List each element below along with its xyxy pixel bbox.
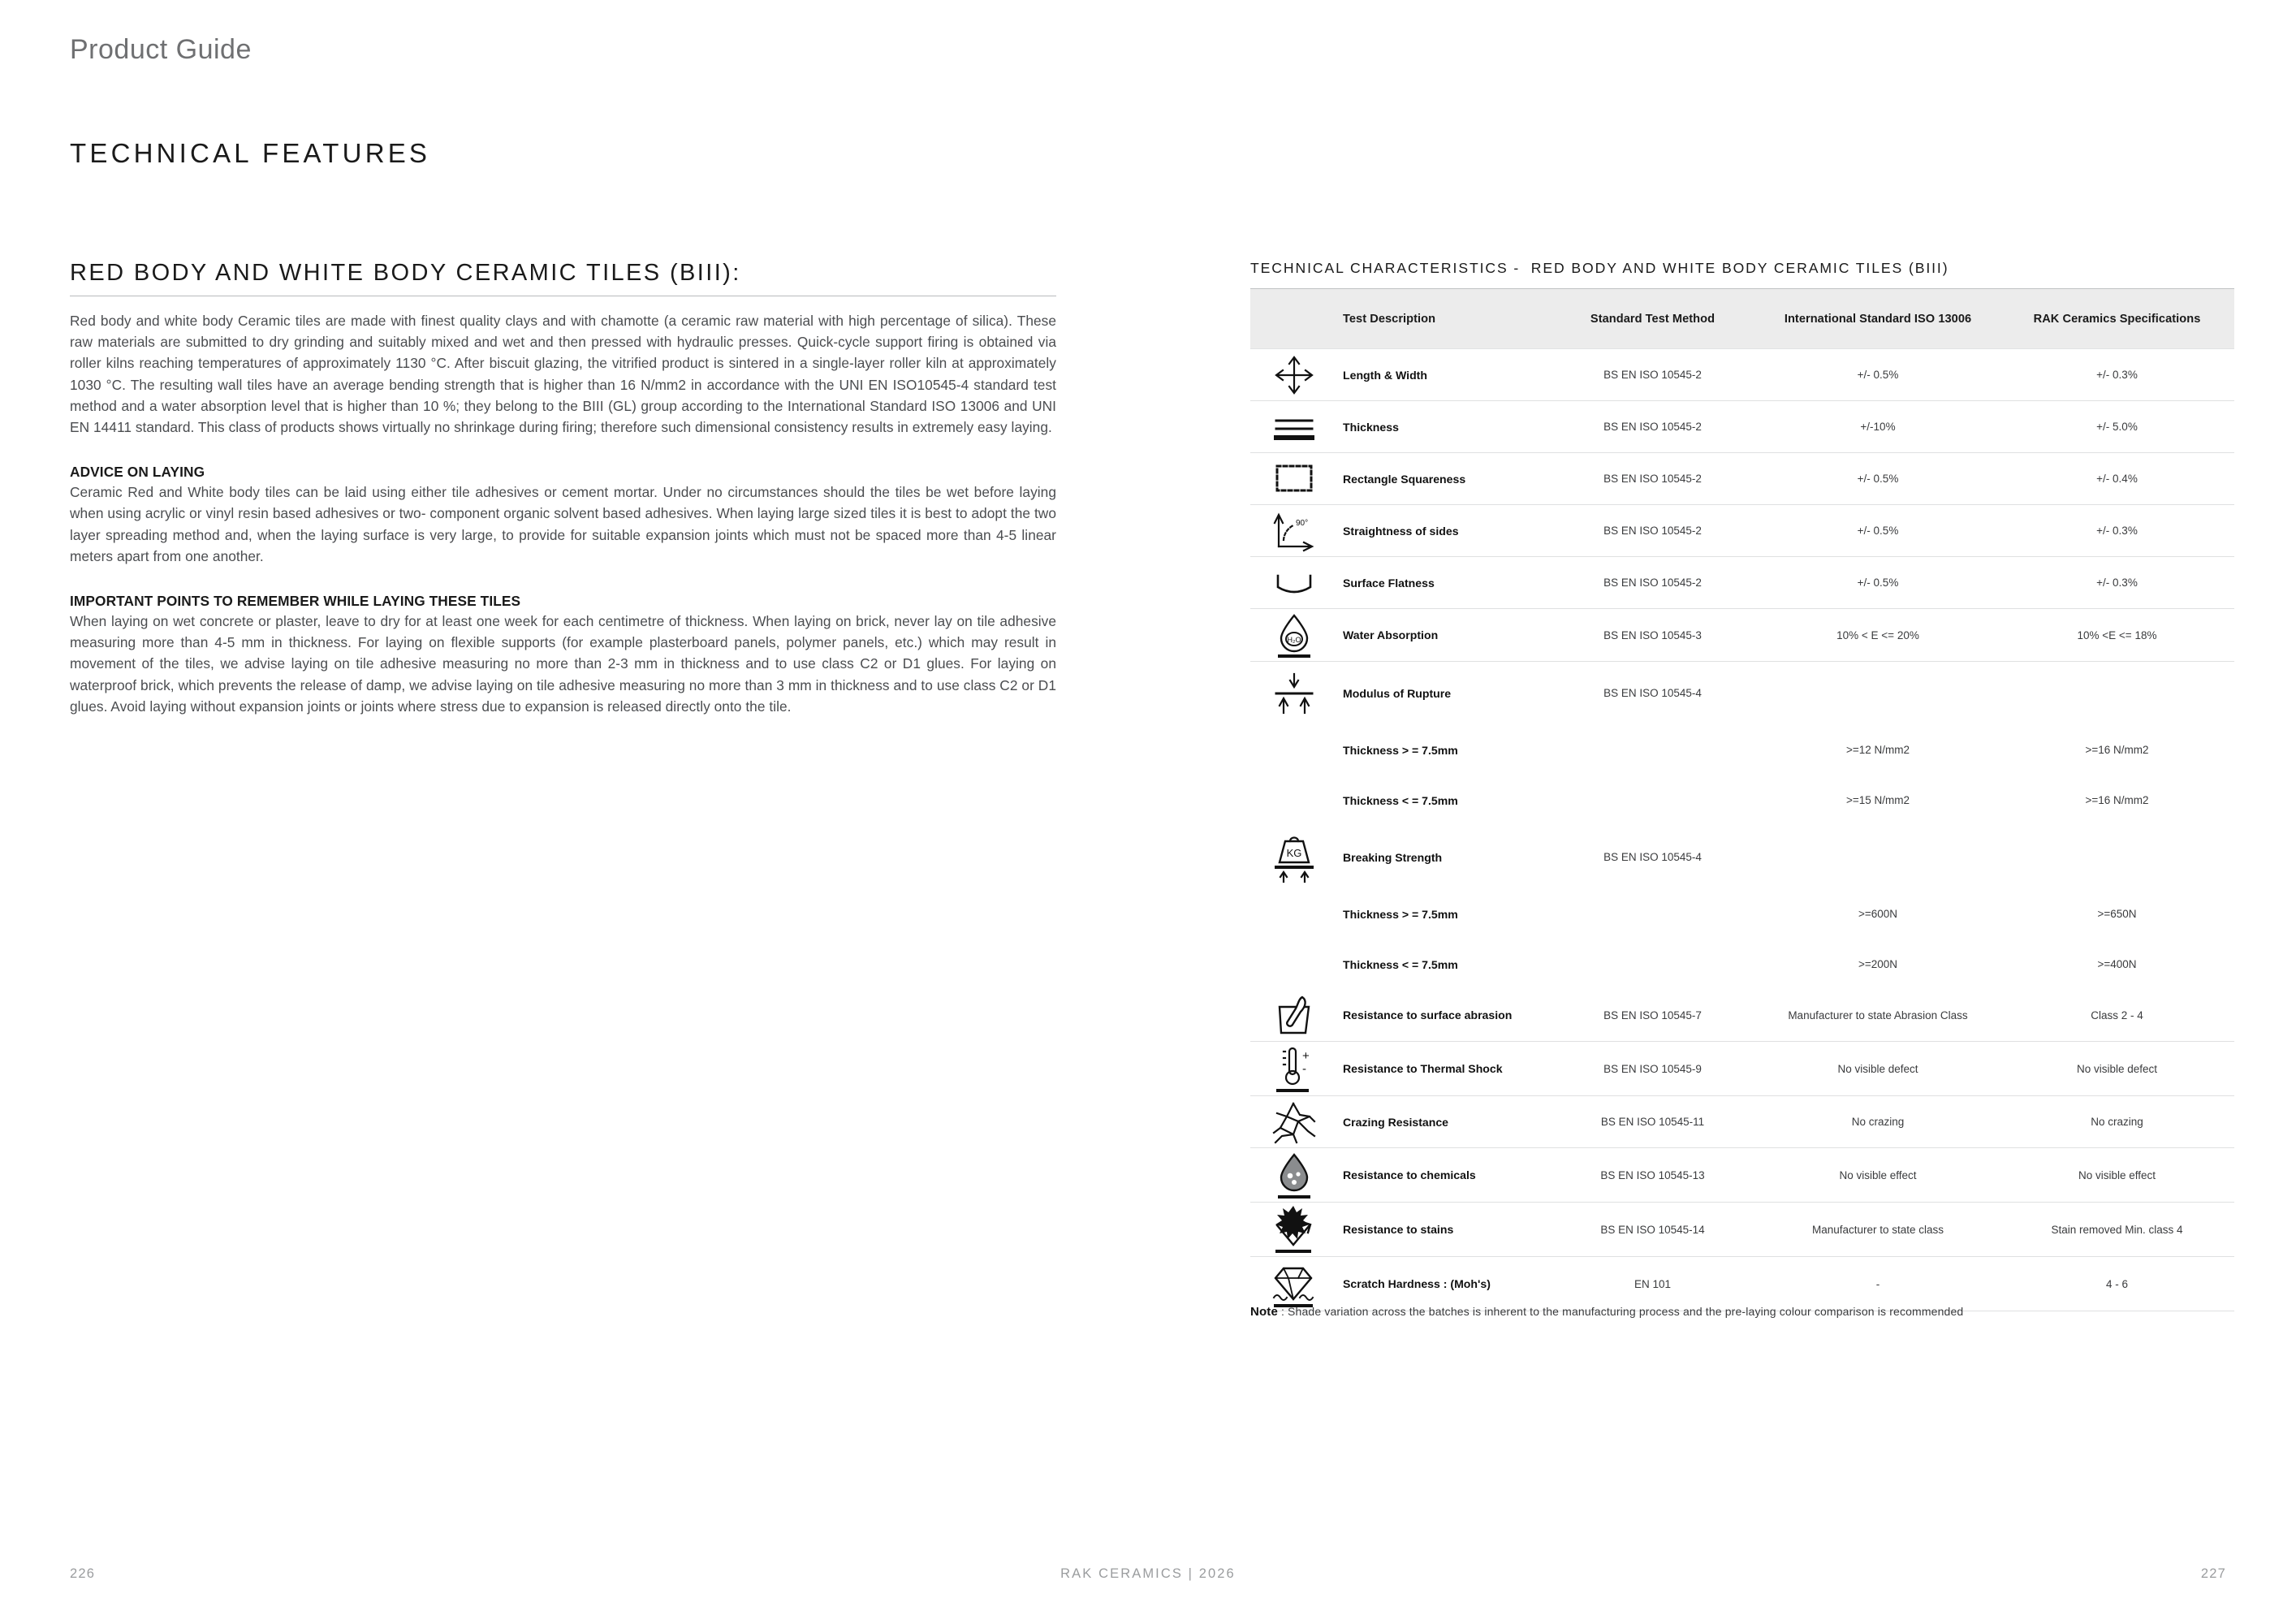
cell-international-standard: No visible defect xyxy=(1756,1042,2000,1096)
cell-international-standard: - xyxy=(1756,1257,2000,1311)
straightness-icon xyxy=(1250,505,1338,557)
cell-test-description: Thickness < = 7.5mm xyxy=(1343,957,1458,971)
svg-text:H₂O: H₂O xyxy=(1287,636,1301,644)
table-note xyxy=(1250,1305,1963,1319)
cell-test-description: Water Absorption xyxy=(1338,609,1549,662)
flatness-icon xyxy=(1250,557,1338,609)
crazing-icon xyxy=(1250,1096,1338,1148)
cell-international-standard: +/- 0.5% xyxy=(1756,557,2000,609)
cell-rak-specification: Class 2 - 4 xyxy=(2000,990,2234,1042)
cell-rak-specification: >=400N xyxy=(2097,958,2137,970)
folio-page-number-right: 227 xyxy=(2200,1566,2226,1581)
svg-text:+: + xyxy=(1302,1049,1310,1063)
cell-standard-test-method: BS EN ISO 10545-7 xyxy=(1549,990,1756,1042)
svg-text:90°: 90° xyxy=(1296,518,1309,528)
cell-international-standard: >=600N xyxy=(1858,908,1898,920)
note-label: Note xyxy=(1250,1305,1278,1319)
table-heading: TECHNICAL CHARACTERISTICS - RED BODY AND WHITE BODY CERAMIC TILES (BIII) xyxy=(1250,260,1949,276)
cell-test-description: Resistance to surface abrasion xyxy=(1338,990,1549,1042)
cell-international-standard: 10% < E <= 20% xyxy=(1756,609,2000,662)
cell-standard-test-method: BS EN ISO 10545-2 xyxy=(1549,557,1756,609)
cell-international-standard: No visible effect xyxy=(1756,1148,2000,1203)
table-row xyxy=(1250,557,2234,609)
cell-standard-test-method: BS EN ISO 10545-2 xyxy=(1549,349,1756,401)
table-body xyxy=(1250,349,2234,1311)
cell-international-standard: +/-10% xyxy=(1756,401,2000,453)
cell-standard-test-method: BS EN ISO 10545-4 xyxy=(1603,851,1702,863)
abrasion-icon xyxy=(1250,990,1338,1042)
cell-rak-specification: >=16 N/mm2 xyxy=(2085,744,2149,756)
cell-international-standard: +/- 0.5% xyxy=(1756,453,2000,505)
cell-test-description: Resistance to Thermal Shock xyxy=(1338,1042,1549,1096)
thickness-icon xyxy=(1250,401,1338,453)
advice-heading: ADVICE ON LAYING xyxy=(70,464,205,481)
table-row xyxy=(1250,662,2234,725)
advice-paragraph: Ceramic Red and White body tiles can be laid using either tile adhesives or cement mortar. Under no circumstances should the tiles be wet before laying when using acrylic or vinyl resin based adhesives or two- component organic solvent based adhesives. When laying large sized tiles it is best to adopt the two layer spreading method and, when the laying surface is very large, to provide for suitable expansion joints which must not be spaced more than 4-5 linear meters apart from one another. xyxy=(70,484,1056,564)
intro-paragraph: Red body and white body Ceramic tiles are made with finest quality clays and with chamotte (a ceramic raw material with high percentage of silica). These raw materials are submitted to dry grinding and suitably mixed and wet and then pressed with hydraulic presses. Quick-cycle support firing is obtained via roller kilns reaching temperatures of approximately 1130 °C. After biscuit glazing, the vitrified product is sintered in a single-layer roller kiln at approximately 1030 °C. The resulting wall tiles have an average bending strength that is higher than 16 N/mm2 in accordance with the UNI EN ISO10545-4 standard test method and a water absorption level that is higher than 10 %; they belong to the BIII (GL) group according to the International Standard ISO 13006 and UNI EN 14411 standard. This class of products shows virtually no shrinkage during firing; therefore such dimensional consistency results in extremely easy laying. xyxy=(70,313,1056,436)
thermometer-icon xyxy=(1250,1042,1338,1096)
block-title: RED BODY AND WHITE BODY CERAMIC TILES (BIII): xyxy=(70,260,741,286)
table-row xyxy=(1250,1203,2234,1257)
important-points-heading: IMPORTANT POINTS TO REMEMBER WHILE LAYING THESE TILES xyxy=(70,593,521,610)
col-standard-test-method: Standard Test Method xyxy=(1549,289,1756,349)
technical-characteristics-table xyxy=(1250,288,2234,1311)
table-row xyxy=(1250,1096,2234,1148)
cell-rak-specification: No visible defect xyxy=(2000,1042,2234,1096)
cell-standard-test-method: EN 101 xyxy=(1549,1257,1756,1311)
cell-standard-test-method: BS EN ISO 10545-13 xyxy=(1549,1148,1756,1203)
folio-page-number-left: 226 xyxy=(70,1566,96,1581)
page-title: TECHNICAL FEATURES xyxy=(70,138,431,168)
table-row xyxy=(1250,401,2234,453)
left-content-column xyxy=(70,260,1056,717)
cell-standard-test-method xyxy=(1549,889,1756,939)
cell-international-standard: +/- 0.5% xyxy=(1756,505,2000,557)
table-row xyxy=(1250,1042,2234,1096)
cell-test-description: Length & Width xyxy=(1338,349,1549,401)
cell-test-description: Scratch Hardness : (Moh's) xyxy=(1338,1257,1549,1311)
product-guide-kicker: Product Guide xyxy=(70,34,252,65)
cell-test-description: Modulus of Rupture xyxy=(1343,686,1452,700)
cell-international-standard: +/- 0.5% xyxy=(1756,349,2000,401)
cell-rak-specification: 4 - 6 xyxy=(2000,1257,2234,1311)
col-rak-specifications: RAK Ceramics Specifications xyxy=(2000,289,2234,349)
cell-rak-specification: No crazing xyxy=(2000,1096,2234,1148)
cell-standard-test-method: BS EN ISO 10545-2 xyxy=(1549,453,1756,505)
cell-international-standard: No crazing xyxy=(1756,1096,2000,1148)
cell-rak-specification: Stain removed Min. class 4 xyxy=(2000,1203,2234,1257)
row-icon-empty xyxy=(1250,939,1338,990)
row-icon-empty xyxy=(1250,889,1338,939)
cell-standard-test-method: BS EN ISO 10545-14 xyxy=(1549,1203,1756,1257)
squareness-icon xyxy=(1250,453,1338,505)
cell-test-description: Resistance to stains xyxy=(1338,1203,1549,1257)
cell-standard-test-method: BS EN ISO 10545-3 xyxy=(1549,609,1756,662)
cell-international-standard: Manufacturer to state class xyxy=(1756,1203,2000,1257)
footer-brand: RAK CERAMICS | 2026 xyxy=(1060,1566,1236,1581)
cell-test-description: Thickness > = 7.5mm xyxy=(1343,743,1458,757)
cell-standard-test-method xyxy=(1549,939,1756,990)
cell-rak-specification: No visible effect xyxy=(2000,1148,2234,1203)
table-row xyxy=(1250,1257,2234,1311)
water-drop-icon xyxy=(1250,609,1338,662)
cell-rak-specification: +/- 0.3% xyxy=(2000,557,2234,609)
cell-test-description: Thickness xyxy=(1338,401,1549,453)
chemical-drop-icon xyxy=(1250,1148,1338,1203)
cell-rak-specification: +/- 0.4% xyxy=(2000,453,2234,505)
cell-standard-test-method: BS EN ISO 10545-4 xyxy=(1603,687,1702,700)
cell-international-standard: Manufacturer to state Abrasion Class xyxy=(1756,990,2000,1042)
cell-international-standard: >=200N xyxy=(1858,958,1898,970)
cell-rak-specification: >=650N xyxy=(2097,908,2137,920)
table-row xyxy=(1250,725,2234,775)
table-row xyxy=(1250,505,2234,557)
row-icon-empty xyxy=(1250,725,1338,775)
cell-rak-specification: >=16 N/mm2 xyxy=(2085,794,2149,806)
cell-standard-test-method: BS EN ISO 10545-9 xyxy=(1549,1042,1756,1096)
table-header-row xyxy=(1250,289,2234,349)
col-test-description: Test Description xyxy=(1338,289,1549,349)
svg-text:KG: KG xyxy=(1286,846,1302,859)
row-icon-empty xyxy=(1250,775,1338,826)
cell-rak-specification: +/- 5.0% xyxy=(2000,401,2234,453)
table-row xyxy=(1250,889,2234,939)
cell-international-standard xyxy=(1756,826,2000,889)
cell-standard-test-method: BS EN ISO 10545-2 xyxy=(1549,401,1756,453)
table-row xyxy=(1250,349,2234,401)
table-row xyxy=(1250,990,2234,1042)
weight-kg-icon xyxy=(1250,826,1338,889)
length-width-icon xyxy=(1250,349,1338,401)
cell-rak-specification: +/- 0.3% xyxy=(2000,349,2234,401)
stain-icon xyxy=(1250,1203,1338,1257)
cell-test-description: Surface Flatness xyxy=(1338,557,1549,609)
cell-test-description: Thickness > = 7.5mm xyxy=(1343,907,1458,921)
col-international-standard: International Standard ISO 13006 xyxy=(1756,289,2000,349)
cell-test-description: Straightness of sides xyxy=(1338,505,1549,557)
cell-test-description: Rectangle Squareness xyxy=(1338,453,1549,505)
cell-international-standard: >=12 N/mm2 xyxy=(1845,744,1910,756)
table-row xyxy=(1250,775,2234,826)
table-header xyxy=(1250,289,2234,349)
rupture-icon xyxy=(1250,662,1338,725)
important-points-paragraph: When laying on wet concrete or plaster, leave to dry for at least one week for each centimetre of thickness. When laying on brick, never lay on tile adhesive measuring more than 4-5 mm in thickness. For laying on flexible supports (for example plasterboard panels, polymer panels, etc.) which may result in movement of the tiles, we advise laying on tile adhesive measuring no more than 2-3 mm in thickness and to use class C2 or D1 glues. For laying on waterproof brick, which prevents the release of damp, we advise laying on tile adhesive measuring no more than 3 mm in thickness and to use class C2 or D1 glues. Avoid laying without expansion joints or joints where stress due to expansion is released directly onto the tile. xyxy=(70,613,1056,715)
cell-rak-specification: +/- 0.3% xyxy=(2000,505,2234,557)
table-row xyxy=(1250,609,2234,662)
table-row xyxy=(1250,1148,2234,1203)
diamond-icon xyxy=(1250,1257,1338,1311)
cell-rak-specification xyxy=(2000,826,2234,889)
cell-international-standard: >=15 N/mm2 xyxy=(1845,794,1910,806)
table-row xyxy=(1250,939,2234,990)
cell-test-description: Resistance to chemicals xyxy=(1338,1148,1549,1203)
table-row xyxy=(1250,826,2234,889)
cell-standard-test-method xyxy=(1549,775,1756,826)
cell-test-description: Breaking Strength xyxy=(1343,850,1443,864)
cell-rak-specification xyxy=(2000,662,2234,725)
svg-text:-: - xyxy=(1302,1062,1306,1076)
cell-standard-test-method: BS EN ISO 10545-11 xyxy=(1549,1096,1756,1148)
note-text: : Shade variation across the batches is inherent to the manufacturing process and the pre-laying colour comparison is recommended xyxy=(1277,1305,1964,1318)
cell-test-description: Crazing Resistance xyxy=(1338,1096,1549,1148)
cell-international-standard xyxy=(1756,662,2000,725)
cell-standard-test-method xyxy=(1549,725,1756,775)
table-row xyxy=(1250,453,2234,505)
cell-standard-test-method: BS EN ISO 10545-2 xyxy=(1549,505,1756,557)
cell-test-description: Thickness < = 7.5mm xyxy=(1343,793,1458,807)
col-icon xyxy=(1250,289,1338,349)
cell-rak-specification: 10% <E <= 18% xyxy=(2000,609,2234,662)
